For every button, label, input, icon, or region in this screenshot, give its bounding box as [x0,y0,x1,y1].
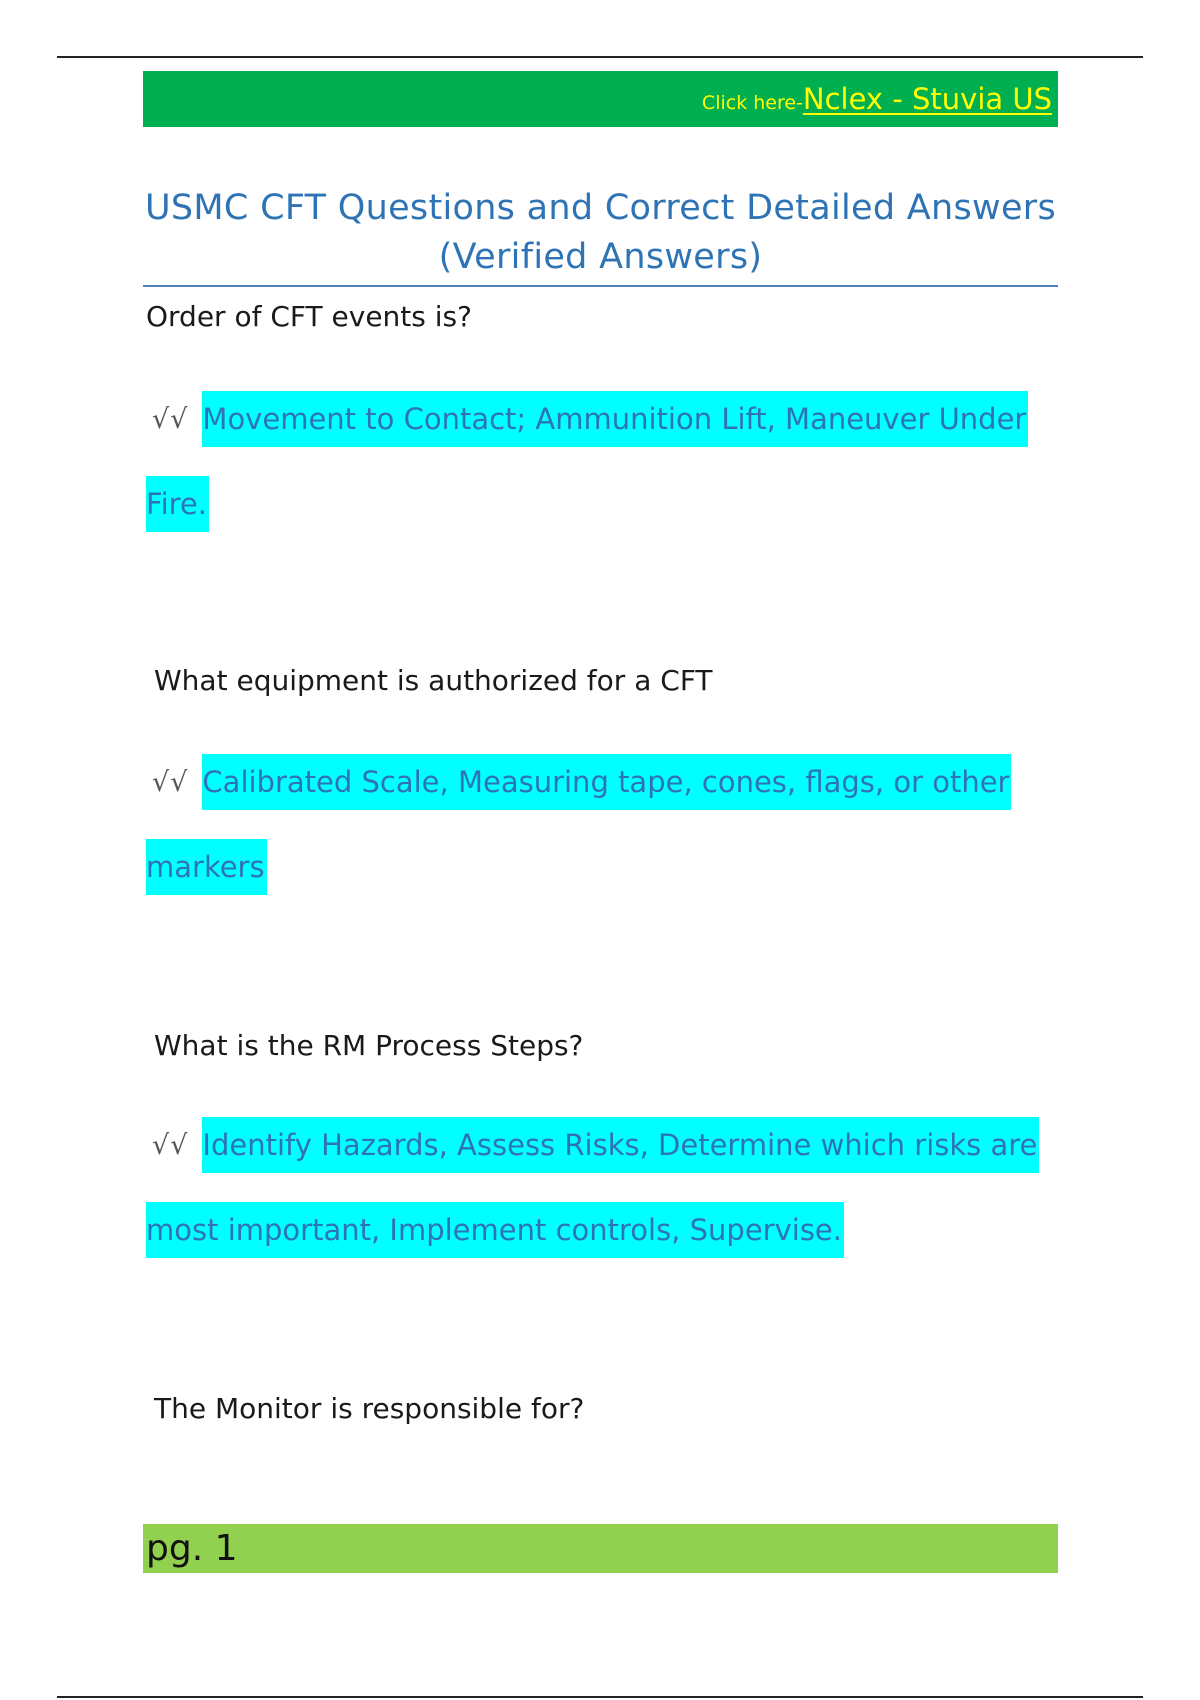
answer-1-highlight-2: Fire. [146,476,209,532]
title-line-1: USMC CFT Questions and Correct Detailed Answers [144,188,1057,228]
title-line-2: (Verified Answers) [438,237,763,277]
answer-2-highlight-2: markers [146,839,267,895]
answer-2-line-2 [146,839,267,895]
page-footer [143,1524,1058,1573]
question-2: What equipment is authorized for a CFT [154,664,713,697]
top-page-rule [57,56,1143,58]
answer-3-line-2 [146,1202,844,1258]
bottom-page-rule [57,1696,1143,1698]
answer-3-highlight-1: Identify Hazards, Assess Risks, Determine which risks are [202,1117,1039,1173]
banner-prefix-text: Click here- [701,92,803,114]
double-check-icon: √√ [152,403,189,435]
answer-1-highlight-1: Movement to Contact; Ammunition Lift, Maneuver Under [202,391,1028,447]
question-1: Order of CFT events is? [146,300,472,333]
question-4: The Monitor is responsible for? [154,1392,585,1425]
answer-3-line-1 [152,1117,1039,1173]
header-banner [143,71,1058,127]
answer-2-highlight-1: Calibrated Scale, Measuring tape, cones, flags, or other [202,754,1011,810]
question-3: What is the RM Process Steps? [154,1029,584,1062]
answer-3-highlight-2: most important, Implement controls, Supervise. [146,1202,844,1258]
answer-1-line-1 [152,391,1028,447]
answer-2-line-1 [152,754,1011,810]
double-check-icon: √√ [152,766,189,798]
stuvia-link[interactable]: Nclex - Stuvia US [802,82,1052,116]
page-number: pg. 1 [146,1528,238,1569]
answer-1-line-2 [146,476,209,532]
document-title [143,184,1058,282]
double-check-icon: √√ [152,1129,189,1161]
title-underline [143,285,1058,287]
